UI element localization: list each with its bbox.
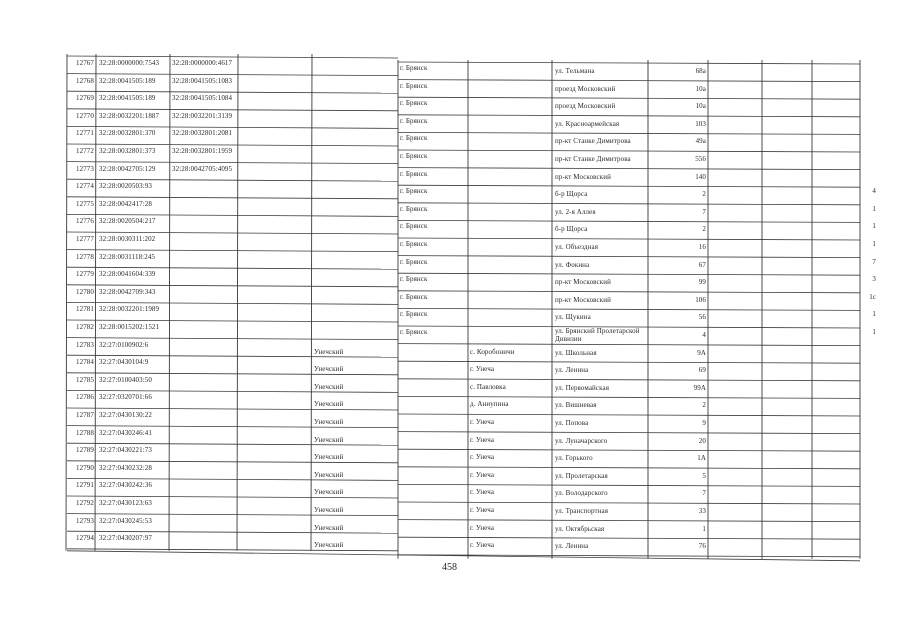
street-name: пр-кт Московский: [555, 278, 611, 287]
house-number: 49а: [695, 137, 706, 146]
row-number: 12788: [76, 428, 94, 437]
street-name: проезд Московский: [555, 102, 616, 111]
street-name: ул. Октябрьская: [555, 524, 605, 533]
row-number: 12786: [76, 393, 94, 402]
district-name: Унечский: [314, 382, 344, 391]
city-name: г. Брянск: [400, 169, 428, 178]
cadastral-number: 32:28:0042705:129: [99, 164, 156, 173]
grid-line: [67, 461, 398, 463]
city-name: г. Брянск: [400, 240, 428, 248]
grid-line: [66, 54, 67, 551]
grid-line: [398, 185, 860, 187]
parent-cadastral-number: 32:28:0041505:1084: [172, 94, 233, 103]
street-name: ул. Попова: [555, 419, 589, 427]
row-number: 12790: [76, 463, 94, 472]
grid-line: [67, 408, 398, 410]
cadastral-number: 32:27:0430123:63: [99, 499, 152, 507]
cadastral-number: 32:28:0020503:93: [99, 182, 152, 191]
locality-name: г. Унеча: [470, 523, 495, 532]
house-number: 9А: [697, 348, 706, 357]
house-number: 10а: [695, 84, 706, 93]
extra-value: 1: [872, 240, 876, 248]
cadastral-number: 32:28:0015202:1521: [99, 323, 160, 331]
district-name: Унечский: [314, 365, 344, 374]
city-name: г. Брянск: [400, 81, 428, 90]
grid-line: [67, 91, 398, 93]
cadastral-number: 32:27:0430245:53: [99, 516, 152, 525]
street-name: б-р Щорса: [555, 190, 588, 199]
district-name: Унечский: [314, 347, 344, 356]
cadastral-number: 32:28:0042417:28: [99, 199, 152, 208]
grid-line: [398, 203, 860, 205]
row-number: 12768: [76, 76, 94, 85]
grid-line: [67, 197, 398, 199]
grid-line: [67, 214, 398, 216]
street-name: б-р Щорса: [555, 225, 588, 234]
district-name: Унечский: [314, 488, 344, 497]
house-number: 2: [702, 190, 706, 199]
grid-line: [398, 97, 860, 99]
house-number: 1: [702, 524, 706, 533]
grid-line: [67, 373, 398, 375]
cadastral-number: 32:28:0032201:1989: [99, 305, 160, 314]
cadastral-number: 32:28:0042709:343: [99, 287, 156, 296]
row-number: 12789: [76, 446, 94, 455]
grid-line: [398, 132, 860, 134]
cadastral-number: 32:28:0031118:245: [99, 252, 156, 261]
grid-line: [398, 168, 860, 170]
grid-line: [398, 273, 860, 275]
extra-value: 4: [872, 187, 876, 196]
cadastral-number: 32:28:0041505:189: [99, 76, 156, 85]
grid-line: [67, 549, 398, 551]
locality-name: г. Унеча: [470, 435, 495, 444]
parent-cadastral-number: 32:28:0000000:4617: [172, 59, 233, 67]
house-number: 2: [702, 225, 706, 234]
house-number: 67: [698, 260, 706, 269]
row-number: 12791: [76, 481, 94, 490]
locality-name: д. Аниупина: [470, 400, 509, 409]
grid-line: [398, 432, 860, 434]
city-name: г. Брянск: [400, 292, 428, 301]
house-number: 103: [695, 119, 706, 128]
street-name: ул. Красноармейская: [555, 119, 620, 128]
city-name: г. Брянск: [400, 152, 428, 160]
locality-name: г. Унеча: [470, 506, 495, 514]
house-number: 1А: [697, 454, 706, 463]
row-number: 12776: [76, 217, 94, 226]
grid-line: [398, 484, 860, 486]
parent-cadastral-number: 32:28:0032201:3139: [172, 111, 233, 120]
street-name: ул. Брянский Пролетарской Дивизии: [555, 327, 640, 343]
house-number: 4: [702, 331, 706, 339]
grid-line: [67, 426, 398, 428]
extra-value: 1: [872, 204, 876, 213]
street-name: ул. 2-я Аллея: [555, 207, 596, 216]
district-name: Унечский: [314, 470, 344, 479]
row-number: 12767: [76, 59, 94, 67]
extra-value: 1с: [869, 292, 876, 301]
row-number: 12793: [76, 516, 94, 525]
street-name: ул. Фокина: [555, 260, 590, 269]
grid-line: [398, 396, 860, 398]
house-number: 2: [702, 401, 706, 410]
cadastral-number: 32:28:0032801:370: [99, 129, 156, 138]
extra-value: 3: [872, 275, 876, 284]
grid-line: [311, 54, 312, 551]
grid-line: [67, 531, 398, 533]
grid-line: [67, 443, 398, 445]
grid-line: [398, 291, 860, 293]
cadastral-number: 32:28:0041604:339: [99, 270, 156, 279]
extra-value: 7: [872, 257, 876, 266]
street-name: ул. Луначарского: [555, 436, 608, 445]
district-name: Унечский: [314, 435, 344, 444]
house-number: 33: [698, 507, 706, 515]
locality-name: с. Павловка: [470, 382, 506, 391]
street-name: ул. Тельмана: [555, 67, 595, 75]
district-name: Унечский: [314, 541, 344, 550]
grid-line: [67, 126, 398, 128]
grid-line: [67, 320, 398, 322]
cadastral-number: 32:28:0032801:373: [99, 147, 156, 155]
parent-cadastral-number: 32:28:0042705:4095: [172, 164, 233, 173]
district-name: Унечский: [314, 523, 344, 532]
grid-line: [398, 344, 860, 346]
grid-line: [398, 502, 860, 504]
district-name: Унечский: [314, 400, 344, 409]
grid-line: [398, 361, 860, 363]
grid-line: [398, 238, 860, 240]
house-number: 76: [698, 542, 706, 551]
city-name: г. Брянск: [400, 64, 428, 72]
house-number: 7: [702, 207, 706, 216]
city-name: г. Брянск: [400, 187, 428, 196]
grid-line: [398, 537, 860, 539]
parent-cadastral-number: 32:28:0032801:2081: [172, 129, 233, 138]
row-number: 12792: [76, 499, 94, 507]
house-number: 20: [698, 436, 706, 445]
locality-name: г. Унеча: [470, 365, 495, 374]
cadastral-number: 32:27:0100403:50: [99, 375, 152, 384]
cadastral-number: 32:27:0430130:22: [99, 411, 152, 419]
row-number: 12770: [76, 111, 94, 120]
extra-value: 1: [872, 328, 876, 336]
grid-line: [398, 62, 860, 64]
grid-line: [67, 355, 398, 357]
row-number: 12780: [76, 287, 94, 296]
cadastral-number: 32:27:0430207:97: [99, 534, 152, 543]
street-name: пр-кт Станке Димитрова: [555, 155, 631, 163]
parent-cadastral-number: 32:28:0032801:1959: [172, 147, 233, 155]
city-name: г. Брянск: [400, 222, 428, 231]
house-number: 556: [695, 155, 706, 163]
cadastral-number: 32:27:0430232:28: [99, 463, 152, 472]
district-name: Унечский: [314, 418, 344, 426]
locality-name: с. Коробоничи: [470, 347, 515, 356]
grid-line: [398, 220, 860, 222]
row-number: 12783: [76, 340, 94, 349]
locality-name: г. Унеча: [470, 453, 495, 462]
street-name: ул. Щукина: [555, 313, 591, 322]
house-number: 16: [698, 243, 706, 251]
cadastral-number: 32:27:0430242:36: [99, 481, 152, 490]
grid-line: [67, 338, 398, 340]
row-number: 12772: [76, 147, 94, 155]
grid-line: [67, 267, 398, 269]
grid-line: [67, 232, 398, 234]
house-number: 10а: [695, 102, 706, 111]
grid-line: [67, 250, 398, 252]
district-name: Унечский: [314, 506, 344, 514]
row-number: 12778: [76, 252, 94, 261]
grid-line: [398, 308, 860, 310]
row-number: 12774: [76, 182, 94, 191]
street-name: ул. Объездная: [555, 243, 599, 251]
city-name: г. Брянск: [400, 134, 428, 143]
grid-line: [67, 144, 398, 146]
street-name: ул. Володарского: [555, 489, 608, 498]
grid-line: [398, 520, 860, 522]
house-number: 5: [702, 471, 706, 480]
grid-line: [67, 551, 860, 561]
grid-line: [67, 74, 398, 76]
grid-line: [67, 56, 398, 58]
street-name: пр-кт Станке Димитрова: [555, 137, 631, 146]
city-name: г. Брянск: [400, 257, 428, 266]
cadastral-number: 32:28:0041505:189: [99, 94, 156, 103]
cadastral-number: 32:27:0430221:73: [99, 446, 152, 455]
grid-line: [398, 467, 860, 469]
parent-cadastral-number: 32:28:0041505:1083: [172, 76, 233, 85]
grid-line: [398, 115, 860, 117]
row-number: 12785: [76, 375, 94, 384]
grid-line: [398, 414, 860, 416]
grid-line: [67, 285, 398, 287]
street-name: ул. Ленина: [555, 542, 589, 551]
row-number: 12775: [76, 199, 94, 208]
locality-name: г. Унеча: [470, 470, 495, 479]
city-name: г. Брянск: [400, 116, 428, 125]
city-name: г. Брянск: [400, 310, 428, 319]
grid-line: [67, 302, 398, 304]
street-name: проезд Московский: [555, 84, 616, 93]
locality-name: г. Унеча: [470, 541, 495, 550]
cadastral-number: 32:27:0430246:41: [99, 428, 152, 437]
city-name: г. Брянск: [400, 275, 428, 284]
extra-value: 1: [872, 222, 876, 231]
city-name: г. Брянск: [400, 99, 428, 108]
cadastral-number: 32:28:0030311:202: [99, 235, 156, 243]
grid-line: [398, 379, 860, 381]
cadastral-number: 32:28:0000000:7543: [99, 59, 160, 67]
grid-line: [67, 390, 398, 392]
cadastral-number: 32:27:0430104:9: [99, 358, 149, 367]
grid-line: [67, 179, 398, 181]
house-number: 69: [698, 366, 706, 375]
row-number: 12782: [76, 323, 94, 331]
street-name: ул. Горького: [555, 454, 593, 463]
house-number: 7: [702, 489, 706, 498]
house-number: 99: [698, 278, 706, 287]
row-number: 12794: [76, 534, 94, 543]
grid-line: [398, 150, 860, 152]
grid-line: [67, 109, 398, 111]
district-name: Унечский: [314, 453, 344, 462]
grid-line: [67, 162, 398, 164]
grid-line: [398, 449, 860, 451]
locality-name: г. Унеча: [470, 488, 495, 497]
extra-value: 1: [872, 310, 876, 319]
row-number: 12787: [76, 411, 94, 419]
cadastral-number: 32:28:0020504:217: [99, 217, 156, 226]
house-number: 68а: [695, 67, 706, 75]
house-number: 140: [695, 172, 706, 181]
city-name: г. Брянск: [400, 328, 428, 336]
cadastral-number: 32:28:0032201:1887: [99, 111, 160, 120]
row-number: 12769: [76, 94, 94, 103]
grid-line: [67, 478, 398, 480]
row-number: 12777: [76, 235, 94, 243]
row-number: 12771: [76, 129, 94, 138]
street-name: ул. Вишневая: [555, 401, 597, 410]
row-number: 12773: [76, 164, 94, 173]
street-name: ул. Транспортная: [555, 507, 609, 515]
grid-line: [398, 256, 860, 258]
grid-line: [169, 54, 170, 551]
row-number: 12784: [76, 358, 94, 367]
house-number: 106: [695, 295, 706, 304]
street-name: ул. Школьная: [555, 348, 597, 357]
cadastral-number: 32:27:0320701:66: [99, 393, 152, 402]
grid-line: [67, 496, 398, 498]
street-name: пр-кт Московский: [555, 295, 611, 304]
row-number: 12779: [76, 270, 94, 279]
street-name: пр-кт Московский: [555, 172, 611, 181]
locality-name: г. Унеча: [470, 418, 495, 426]
grid-line: [398, 80, 860, 82]
row-number: 12781: [76, 305, 94, 314]
city-name: г. Брянск: [400, 204, 428, 213]
grid-line: [67, 514, 398, 516]
cadastral-number: 32:27:0100902:6: [99, 340, 149, 349]
house-number: 9: [702, 419, 706, 427]
house-number: 99А: [693, 383, 706, 392]
grid-line: [237, 54, 238, 551]
street-name: ул. Ленина: [555, 366, 589, 375]
street-name: ул. Первомайская: [555, 383, 610, 392]
page-number: 458: [442, 562, 457, 573]
house-number: 56: [698, 313, 706, 322]
street-name: ул. Пролетарская: [555, 471, 608, 480]
